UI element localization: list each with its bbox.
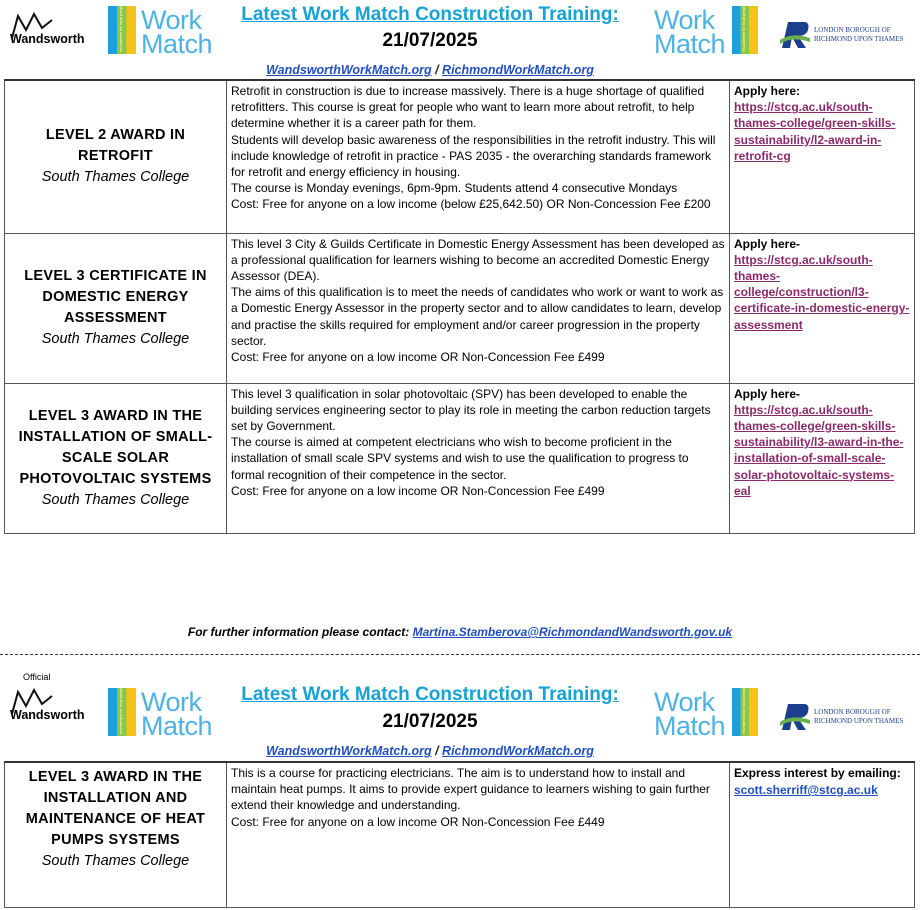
richmond-text-2: RICHMOND UPON THAMES — [814, 35, 904, 43]
wandsworth-logo — [8, 10, 103, 55]
course-name: LEVEL 2 AWARD IN RETROFIT — [45, 127, 186, 165]
workmatch-stripe — [732, 3, 758, 54]
apply-link[interactable]: https://stcg.ac.uk/south-thames-college/green-skills-sustainability/l3-award-in-the-installation-of-small-scale-solar-photovoltaic-systems-eal — [734, 402, 904, 498]
page-title: Latest Work Match Construction Training: — [241, 4, 619, 25]
apply-cell — [730, 762, 915, 907]
course-description-cell — [227, 233, 730, 383]
richmond-r-icon — [778, 18, 812, 52]
course-provider: South Thames College — [41, 491, 190, 508]
apply-label: Apply here- — [734, 386, 801, 401]
course-name: LEVEL 3 CERTIFICATE IN DOMESTIC ENERGY ASSESSMENT — [24, 268, 207, 326]
workmatch-stripe — [732, 685, 758, 736]
richmond-logo — [778, 18, 918, 54]
apply-link[interactable]: https://stcg.ac.uk/south-thames-college/green-skills-sustainability/l2-award-in-retrofit-cg — [734, 100, 896, 163]
workmatch-logo-right — [654, 3, 764, 59]
workmatch-stripe — [108, 685, 136, 736]
table-row — [5, 383, 915, 533]
workmatch-word-match: Match — [141, 711, 213, 741]
wandsworth-logo-text: Wandsworth — [10, 708, 85, 722]
richmond-text-1: LONDON BOROUGH OF — [814, 26, 891, 34]
workmatch-word-work: Work — [141, 687, 202, 717]
richmond-r-icon — [778, 700, 812, 734]
course-description: This is a course for practicing electricians. The aim is to understand how to install and maintain heat pumps. It aims to provide expert guidance to learners wishing to gain further extend their knowledge and understanding. Cost: Free for anyone on a low income OR Non-Concession Fee £449 — [231, 766, 710, 829]
table-row — [5, 80, 915, 233]
workmatch-stripe-text: recruitment for local people — [118, 685, 123, 734]
course-description-cell — [227, 383, 730, 533]
course-title-cell — [5, 233, 227, 383]
course-description-cell — [227, 762, 730, 907]
link-separator: / — [435, 63, 439, 77]
workmatch-word-match: Match — [654, 711, 726, 741]
courses-table-page2 — [4, 761, 915, 908]
richmond-workmatch-link[interactable]: RichmondWorkMatch.org — [442, 744, 594, 758]
workmatch-stripe-text: recruitment for local people — [741, 685, 746, 734]
apply-label: Express interest by emailing: — [734, 766, 901, 780]
apply-email-link[interactable]: scott.sherriff@stcg.ac.uk — [734, 783, 878, 798]
richmond-logo — [778, 700, 918, 736]
apply-link[interactable]: https://stcg.ac.uk/south-thames-college/construction/l3-certificate-in-domestic-energy-assessment — [734, 252, 910, 332]
apply-label: Apply here: — [734, 84, 801, 98]
table-row — [5, 762, 915, 907]
workmatch-word-work: Work — [141, 5, 202, 35]
contact-label: For further information please contact: — [187, 625, 410, 639]
contact-email-link[interactable]: Martina.Stamberova@RichmondandWandsworth.gov.uk — [412, 625, 733, 639]
apply-cell — [730, 233, 915, 383]
website-links — [200, 63, 660, 77]
workmatch-word-work: Work — [654, 687, 715, 717]
workmatch-logo-right — [654, 685, 764, 741]
wandsworth-workmatch-link[interactable]: WandsworthWorkMatch.org — [266, 63, 432, 77]
workmatch-word-work: Work — [654, 5, 715, 35]
course-description: This level 3 City & Guilds Certificate in Domestic Energy Assessment has been developed as a professional qualification for learners wishing to become an accredited Domestic Energy Assessor (DEA). The aims of this qualification is to meet the needs of candidates who work or want to work as a Domestic Energy Assessor in the property sector and to allow candidates to learn, develop and practise the skills required for employment and/or career progression in the property sector. Cost: Free for anyone on a low income OR Non-Concession Fee £499 — [231, 236, 725, 364]
page-date: 21/07/2025 — [382, 30, 478, 51]
apply-cell — [730, 383, 915, 533]
workmatch-stripe-text: recruitment for local people — [741, 3, 746, 52]
workmatch-stripe — [108, 3, 136, 54]
page-date: 21/07/2025 — [382, 711, 478, 732]
link-separator: / — [435, 744, 439, 758]
course-provider: South Thames College — [41, 853, 190, 869]
course-description: This level 3 qualification in solar photovoltaic (SPV) has been developed to enable the building services engineering sector to play its role in meeting the carbon reduction targets set by Government. The course is aimed at competent electricians who wish to become proficient in the installation of small scale SPV systems and wish to use the qualification to progress to formal recognition of their competence in the sector. Cost: Free for anyone on a low income OR Non-Concession Fee £499 — [231, 386, 711, 498]
richmond-text-2: RICHMOND UPON THAMES — [814, 717, 904, 725]
richmond-workmatch-link[interactable]: RichmondWorkMatch.org — [442, 63, 594, 77]
wandsworth-logo — [8, 686, 103, 731]
wandsworth-workmatch-link[interactable]: WandsworthWorkMatch.org — [266, 744, 432, 758]
apply-label: Apply here- — [734, 236, 801, 251]
course-description: Retrofit in construction is due to increase massively. There is a huge shortage of qualified retrofitters. This course is great for people who want to learn more about retrofit, to help determine whether it is a career path for them. Students will develop basic awareness of the responsibilities in the retrofit industry. This will include knowledge of retrofit in practice - PAS 2035 - the overarching standards framework for retrofit and energy efficiency in housing. The course is Monday evenings, 6pm-9pm. Students attend 4 consecutive Mondays Cost: Free for anyone on a low income (below £25,642.50) OR Non-Concession Fee £200 — [231, 84, 716, 212]
classification-label: Official — [23, 672, 51, 682]
workmatch-word-match: Match — [141, 29, 213, 59]
richmond-text-1: LONDON BOROUGH OF — [814, 708, 891, 716]
course-provider: South Thames College — [41, 331, 190, 347]
page-title: Latest Work Match Construction Training: — [241, 684, 619, 705]
workmatch-word-match: Match — [654, 29, 726, 59]
course-provider: South Thames College — [41, 169, 190, 186]
workmatch-stripe-text: recruitment for local people — [118, 3, 123, 52]
course-title-cell — [5, 383, 227, 533]
page-break-divider — [0, 654, 920, 655]
course-name: LEVEL 3 AWARD IN THE INSTALLATION AND MAINTENANCE OF HEAT PUMPS SYSTEMS — [25, 769, 206, 848]
wandsworth-logo-text: Wandsworth — [10, 32, 85, 46]
table-row — [5, 233, 915, 383]
course-name: LEVEL 3 AWARD IN THE INSTALLATION OF SMALL-SCALE SOLAR PHOTOVOLTAIC SYSTEMS — [18, 407, 213, 487]
courses-table-page1 — [4, 79, 915, 534]
course-title-cell — [5, 80, 227, 233]
website-links — [200, 744, 660, 758]
apply-cell — [730, 80, 915, 233]
contact-line — [0, 625, 920, 639]
course-description-cell — [227, 80, 730, 233]
course-title-cell — [5, 762, 227, 907]
